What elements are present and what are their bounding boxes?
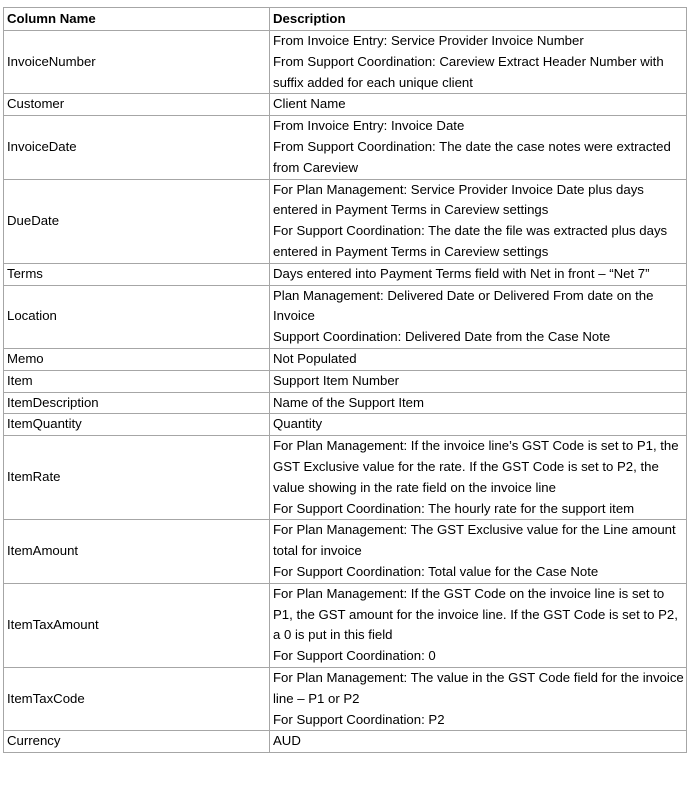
description-header: Description [270,8,687,31]
column-name-header: Column Name [4,8,270,31]
description-line: Plan Management: Delivered Date or Delivered From date on the Invoice [273,287,654,324]
column-name-cell: ItemQuantity [4,414,270,436]
description-line: Quantity [273,416,323,432]
description-line: For Support Coordination: The hourly rate for the support item [273,500,635,516]
table-body [4,31,687,753]
column-name-cell: DueDate [4,179,270,263]
description-line: From Invoice Entry: Service Provider Invoice Number [273,33,584,48]
table-row [4,667,687,730]
table-row [4,348,687,370]
description-line: For Plan Management: If the GST Code on the invoice line is set to P1, the GST amount for the invoice line. If the GST Code is set to P2, a 0 is put in this field [273,585,678,643]
table-row [4,520,687,583]
table-row [4,583,687,667]
column-name-cell: Item [4,370,270,392]
description-line: Name of the Support Item [273,394,424,410]
description-cell [270,667,687,730]
table-row [4,263,687,285]
column-name-cell: Customer [4,94,270,116]
description-cell [270,179,687,263]
description-line: For Plan Management: Service Provider Invoice Date plus days entered in Payment Terms in Careview settings [273,181,644,218]
column-name-cell: Location [4,285,270,348]
description-line: From Support Coordination: Careview Extract Header Number with suffix added for each unique client [273,53,664,90]
description-line: Days entered into Payment Terms field with Net in front – “Net 7” [273,265,650,281]
description-cell [270,285,687,348]
column-name-cell: InvoiceDate [4,116,270,179]
column-name-cell: Memo [4,348,270,370]
column-name-cell: InvoiceNumber [4,31,270,94]
table-row [4,285,687,348]
column-description-table [3,7,687,753]
description-line: Support Coordination: Delivered Date from the Case Note [273,329,611,345]
description-line: For Support Coordination: P2 [273,711,445,727]
table-row [4,414,687,436]
column-name-cell: ItemAmount [4,520,270,583]
table-row [4,94,687,116]
column-name-cell: ItemRate [4,436,270,520]
description-line: From Support Coordination: The date the case notes were extracted from Careview [273,138,671,175]
description-line: AUD [273,733,301,749]
description-line: For Plan Management: If the invoice line’s GST Code is set to P1, the GST Exclusive value for the rate. If the GST Code is set to P2, the value showing in the rate field on the invoice line [273,438,679,495]
column-name-cell: Terms [4,263,270,285]
description-cell [270,348,687,370]
column-name-cell: ItemTaxAmount [4,583,270,667]
description-cell [270,370,687,392]
description-line: For Support Coordination: 0 [273,648,436,664]
description-cell [270,583,687,667]
column-name-cell: Currency [4,731,270,753]
description-cell [270,731,687,753]
header-row [4,8,687,31]
table-row [4,436,687,520]
description-line: Client Name [273,96,346,112]
description-cell [270,94,687,116]
description-line: For Plan Management: The GST Exclusive value for the Line amount total for invoice [273,522,676,559]
description-cell [270,436,687,520]
table-row [4,31,687,94]
table-row [4,116,687,179]
description-cell [270,116,687,179]
description-line: For Support Coordination: Total value for the Case Note [273,563,599,579]
description-line: Support Item Number [273,372,400,388]
description-cell [270,520,687,583]
column-name-cell: ItemTaxCode [4,667,270,730]
description-cell [270,31,687,94]
column-name-cell: ItemDescription [4,392,270,414]
description-cell [270,392,687,414]
table-row [4,392,687,414]
table-row [4,731,687,753]
description-cell [270,414,687,436]
description-line: For Plan Management: The value in the GST Code field for the invoice line – P1 or P2 [273,669,684,706]
description-line: Not Populated [273,350,357,366]
description-line: For Support Coordination: The date the file was extracted plus days entered in Payment Terms in Careview settings [273,223,668,259]
table-row [4,370,687,392]
table-row [4,179,687,263]
description-cell [270,263,687,285]
description-line: From Invoice Entry: Invoice Date [273,118,465,134]
